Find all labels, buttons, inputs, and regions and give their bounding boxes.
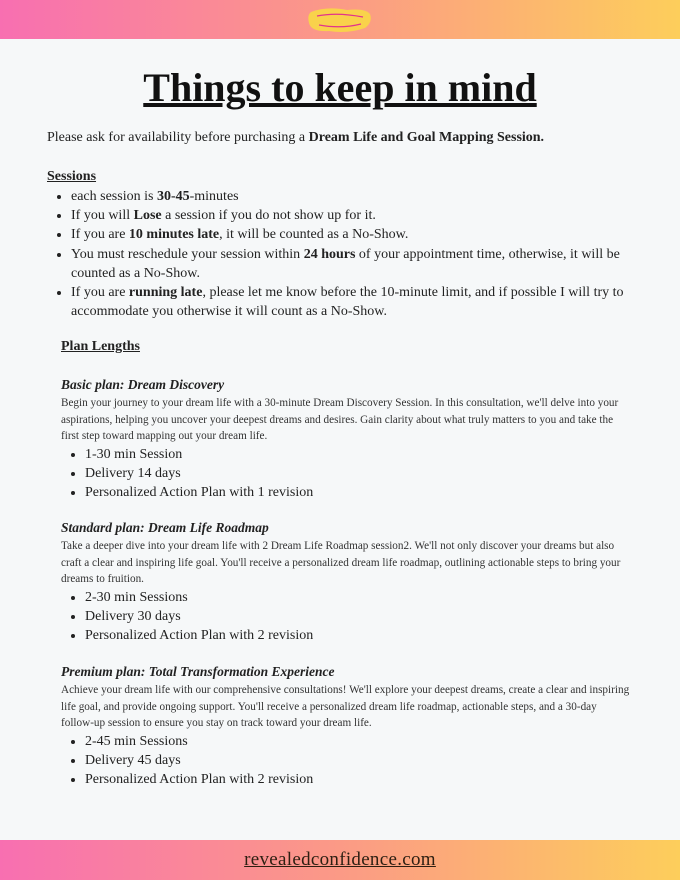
plan-bullets [61, 732, 631, 790]
list-item: • Delivery 30 days [85, 607, 631, 626]
page-title: Things to keep in mind [143, 65, 537, 110]
plan-description: Begin your journey to your dream life with a 30-minute Dream Discovery Session. In this consultation, we'll delve into your aspirations, helping you uncover your deepest dreams and desires. Gain clarity about what truly matters to you and take the first step toward mapping out your dream life. [61, 397, 619, 442]
list-item: • Delivery 45 days [85, 751, 631, 770]
list-item: • If you are 10 minutes late, it will be counted as a No-Show. [71, 225, 651, 244]
list-item: • Delivery 14 days [85, 464, 631, 483]
list-item: • You must reschedule your session within 24 hours of your appointment time, otherwise, it will be counted as a No-Show. [71, 245, 651, 283]
plan-basic [61, 377, 631, 502]
plan-bullets [61, 445, 631, 503]
sessions-heading: Sessions [47, 169, 97, 184]
list-item: • 2-45 min Sessions [85, 732, 631, 751]
list-item: • Personalized Action Plan with 1 revision [85, 483, 631, 502]
header-band [0, 0, 680, 39]
list-item: • 2-30 min Sessions [85, 588, 631, 607]
plan-description: Take a deeper dive into your dream life with 2 Dream Life Roadmap session2. We'll not only discover your dreams but also craft a clear and inspiring life goal. You'll receive a personalized dream life roadmap, outlining actionable steps to bring your dreams to fruition. [61, 540, 621, 585]
list-item: • Personalized Action Plan with 2 revision [85, 770, 631, 789]
list-item: • 1-30 min Session [85, 445, 631, 464]
plan-lengths-heading: Plan Lengths [61, 339, 140, 354]
plan-description: Achieve your dream life with our comprehensive consultations! We'll explore your deepest dreams, create a clear and inspiring life goal, and provide ongoing support. You'll receive a personalized dream life roadmap, actionable steps, and a 30-day follow-up session to ensure you stay on track toward your dream life. [61, 684, 630, 729]
plan-title: Premium plan: Total Transformation Experience [61, 664, 335, 679]
list-item: • each session is 30-45-minutes [71, 187, 651, 206]
plan-standard [61, 520, 631, 645]
list-item: • If you will Lose a session if you do not show up for it. [71, 206, 651, 225]
plan-bullets [61, 588, 631, 646]
plan-title: Basic plan: Dream Discovery [61, 377, 225, 392]
footer-band [0, 840, 680, 880]
website-link[interactable]: revealedconfidence.com [244, 849, 436, 870]
list-item: • Personalized Action Plan with 2 revision [85, 626, 631, 645]
brand-logo [307, 6, 373, 34]
intro-text: Please ask for availability before purchasing a Dream Life and Goal Mapping Session. [47, 130, 545, 145]
list-item: • If you are running late, please let me know before the 10-minute limit, and if possible I will try to accommodate you otherwise it will count as a No-Show. [71, 283, 651, 321]
plan-title: Standard plan: Dream Life Roadmap [61, 520, 269, 535]
sessions-list [47, 187, 651, 321]
plan-premium [61, 664, 631, 789]
